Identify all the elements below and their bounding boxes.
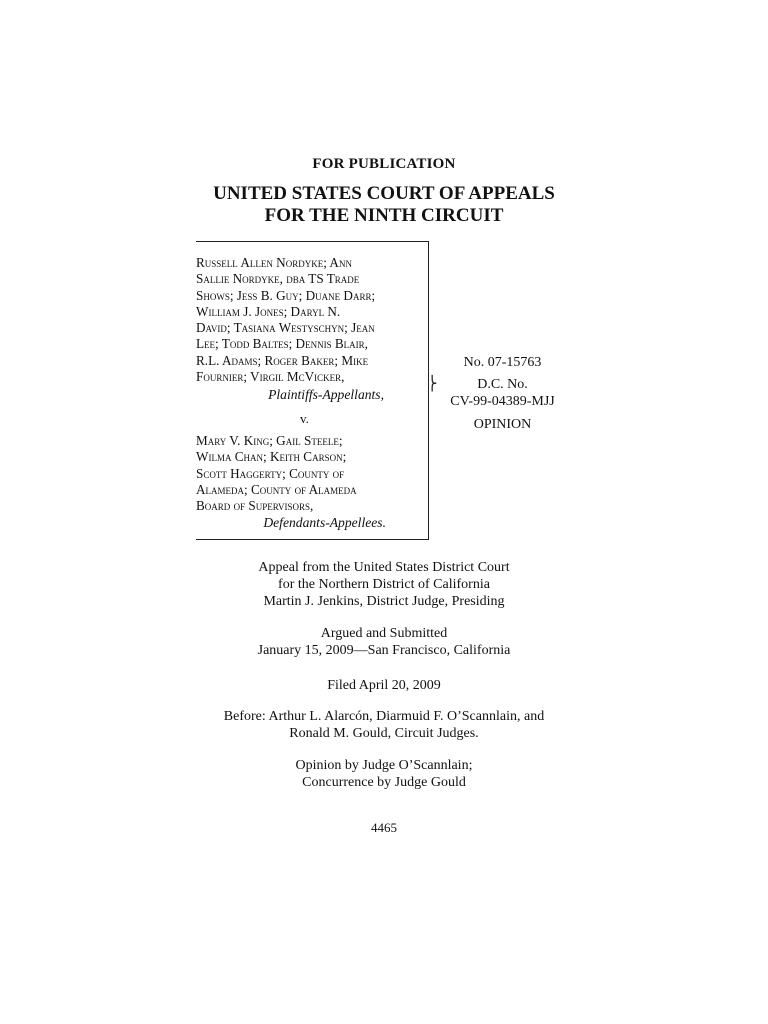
defendants-role: Defendants-Appellees.: [263, 515, 386, 530]
opinion-by-line: Opinion by Judge O’Scannlain;: [295, 758, 473, 773]
for-publication-heading: FOR PUBLICATION: [312, 156, 456, 172]
defendants-list: [196, 433, 432, 514]
plaintiff-line: Fournier; Virgil McVicker,: [196, 369, 345, 385]
opinion-by-line: Concurrence by Judge Gould: [302, 775, 466, 790]
defendant-line: Alameda; County of Alameda: [196, 481, 357, 497]
dc-number-label: D.C. No.: [477, 377, 528, 392]
plaintiff-line: Shows; Jess B. Guy; Duane Darr;: [196, 287, 376, 303]
defendant-line: Mary V. King; Gail Steele;: [196, 433, 343, 448]
argued-line: January 15, 2009—San Francisco, California: [257, 643, 511, 658]
court-name-line1: UNITED STATES COURT OF APPEALS: [213, 183, 555, 204]
page-number: 4465: [371, 820, 397, 835]
filed-date: Filed April 20, 2009: [327, 678, 441, 693]
plaintiffs-role: Plaintiffs-Appellants,: [268, 387, 384, 402]
caption-top-rule: [196, 241, 428, 242]
plaintiff-line: Lee; Todd Baltes; Dennis Blair,: [196, 336, 368, 352]
defendant-line: Wilma Chan; Keith Carson;: [196, 449, 347, 465]
plaintiff-line: William J. Jones; Daryl N.: [196, 303, 341, 319]
plaintiff-line: R.L. Adams; Roger Baker; Mike: [196, 352, 369, 368]
appeal-line: Appeal from the United States District Court: [258, 560, 510, 575]
caption-bottom-rule: [196, 539, 428, 540]
caption-brace-upper: ⎬: [427, 377, 438, 392]
plaintiff-line: Russell Allen Nordyke; Ann: [196, 255, 352, 270]
defendant-line: Board of Supervisors,: [196, 498, 314, 514]
appeal-line: for the Northern District of California: [278, 577, 490, 592]
appeal-from-block: [0, 559, 768, 610]
plaintiff-line: David; Tasiana Westyschyn; Jean: [196, 320, 375, 336]
argued-block: [0, 625, 768, 659]
court-name-line2: FOR THE NINTH CIRCUIT: [264, 205, 504, 226]
case-number: No. 07-15763: [463, 355, 542, 370]
dc-number: CV-99-04389-MJJ: [450, 394, 555, 409]
panel-block: [0, 708, 768, 742]
panel-line: Before: Arthur L. Alarcón, Diarmuid F. O’Scannlain, and: [223, 709, 545, 724]
argued-line: Argued and Submitted: [320, 626, 448, 641]
plaintiff-line: Sallie Nordyke, dba TS Trade: [196, 271, 360, 287]
defendant-line: Scott Haggerty; County of: [196, 465, 345, 481]
panel-line: Ronald M. Gould, Circuit Judges.: [289, 726, 479, 741]
appeal-line: Martin J. Jenkins, District Judge, Presiding: [263, 594, 505, 609]
opinion-by-block: [0, 757, 768, 791]
versus-label: v.: [300, 411, 309, 426]
document-type: OPINION: [473, 417, 532, 432]
plaintiffs-list: [196, 255, 432, 385]
